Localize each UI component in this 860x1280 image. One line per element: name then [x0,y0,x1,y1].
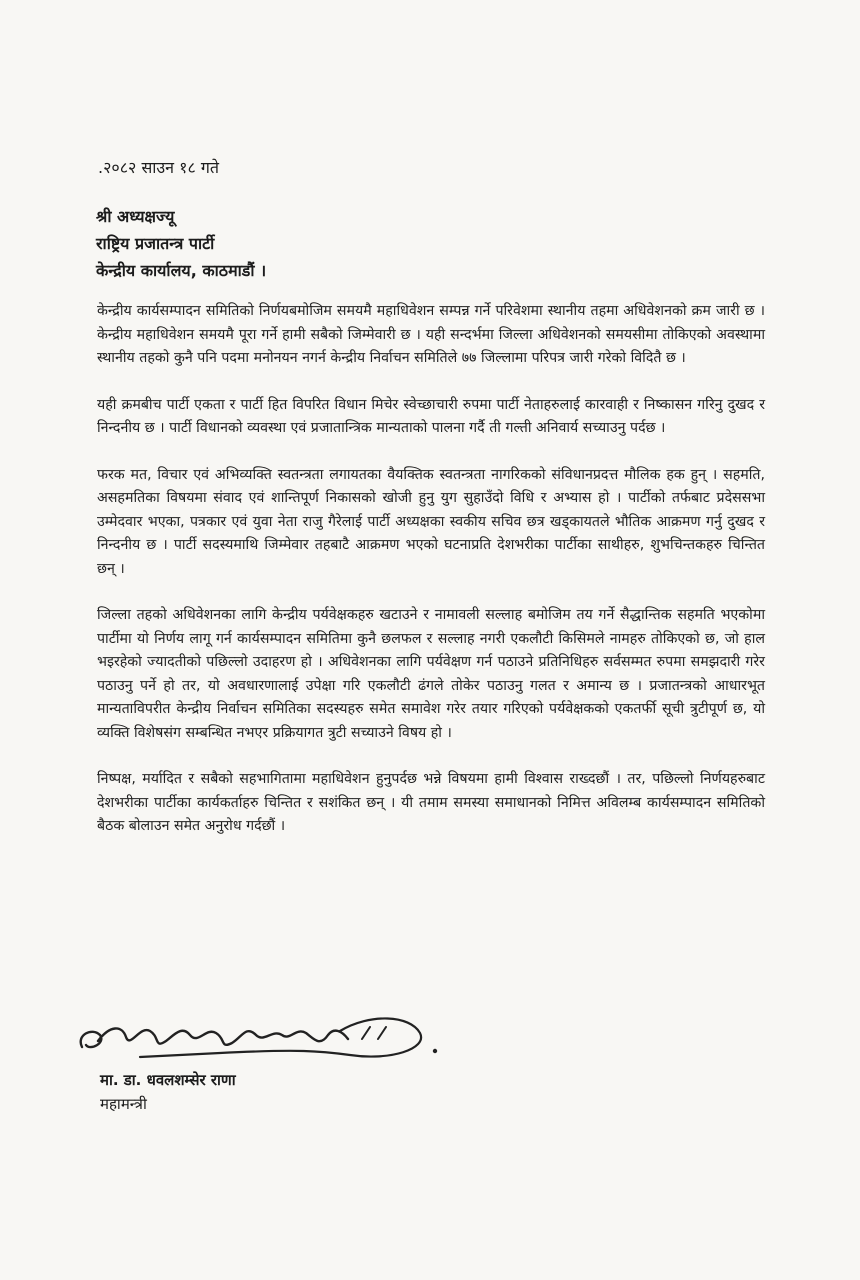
paragraph-2: यही क्रमबीच पार्टी एकता र पार्टी हित विपरित विधान मिचेर स्वेच्छाचारी रुपमा पार्टी नेताहरुलाई कारवाही र निष्कासन गरिनु दुखद र निन्दनीय छ । पार्टी विधानको व्यवस्था एवं प्रजातान्त्रिक मान्यताको पालना गर्दै ती गल्ती अनिवार्य सच्याउनु पर्दछ । [97,396,765,436]
recipient-line-2: राष्ट्रिय प्रजातन्त्र पार्टी [96,234,215,253]
handwritten-signature [70,1005,470,1075]
signer-name: मा. डा. धवलशम्सेर राणा [100,1071,236,1089]
signer-block [100,1068,236,1116]
signer-title: महामन्त्री [100,1095,147,1113]
paragraph-4: जिल्ला तहको अधिवेशनका लागि केन्द्रीय पर्यवेक्षकहरु खटाउने र नामावली सल्लाह बमोजिम तय गर्ने सैद्धान्तिक सहमति भएकोमा पार्टीमा यो निर्णय लागू गर्न कार्यसम्पादन समितिमा कुनै छलफल र सल्लाह नगरी एकलौटी किसिमले नामहरु तोकिएको छ, जो हाल भइरहेको ज्यादतीको पछिल्लो उदाहरण हो । अधिवेशनका लागि पर्यवेक्षण गर्न पठाउने प्रतिनिधिहरु सर्वसम्मत रुपमा समझदारी गरेर पठाउनु पर्ने हो तर, यो अवधारणालाई उपेक्षा गरि एकलौटी ढंगले तोकेर पठाउनु गलत र अमान्य छ । प्रजातन्त्रको आधारभूत मान्यताविपरीत केन्द्रीय निर्वाचन समितिका सदस्यहरु समेत समावेश गरेर तयार गरिएको पर्यवेक्षकको एकतर्फी सूची त्रुटीपूर्ण छ, यो व्यक्ति विशेषसंग सम्बन्धित नभएर प्रक्रियागत त्रुटी सच्याउने विषय हो । [97,607,765,741]
recipient-line-3: केन्द्रीय कार्यालय, काठमाडौं । [96,261,267,280]
paragraph-3: फरक मत, विचार एवं अभिव्यक्ति स्वतन्त्रता लगायतका वैयक्तिक स्वतन्त्रता नागरिकको संविधानप्रदत्त मौलिक हक हुन् । सहमति, असहमतिका विषयमा संवाद एवं शान्तिपूर्ण निकासको खोजी हुनु युग सुहाउँदो विधि र अभ्यास हो । पार्टीको तर्फबाट प्रदेससभा उम्मेदवार भएका, पत्रकार एवं युवा नेता राजु गैरेलाई पार्टी अध्यक्षका स्वकीय सचिव छत्र खड्कायतले भौतिक आक्रमण गर्नु दुखद र निन्दनीय छ । पार्टी सदस्यमाथि जिम्मेवार तहबाटै आक्रमण भएको घटनाप्रति देशभरीका पार्टीका साथीहरु, शुभचिन्तकहरु चिन्तित छन् । [97,466,765,577]
paragraph-5: निष्पक्ष, मर्यादित र सबैको सहभागितामा महाधिवेशन हुनुपर्दछ भन्ने विषयमा हामी विश्वास राख्दछौं । तर, पछिल्लो निर्णयहरुबाट देशभरीका पार्टीका कार्यकर्ताहरु चिन्तित र सशंकित छन् । यी तमाम समस्या समाधानको निमित्त अविलम्ब कार्यसम्पादन समितिको बैठक बोलाउन समेत अनुरोध गर्दछौं । [97,771,765,834]
recipient-line-1: श्री अध्यक्षज्यू [96,207,175,226]
paragraph-1: केन्द्रीय कार्यसम्पादन समितिको निर्णयबमोजिम समयमै महाधिवेशन सम्पन्न गर्ने परिवेशमा स्थानीय तहमा अधिवेशनको क्रम जारी छ । केन्द्रीय महाधिवेशन समयमै पूरा गर्ने हामी सबैको जिम्मेवारी छ । यही सन्दर्भमा जिल्ला अधिवेशनको समयसीमा तोकिएको अवस्थामा स्थानीय तहको कुनै पनि पदमा मनोनयन नगर्न केन्द्रीय निर्वाचन समितिले ७७ जिल्लामा परिपत्र जारी गरेको विदितै छ । [97,303,765,366]
recipient-address [96,203,266,284]
letter-date: .२०८२ साउन १८ गते [98,158,219,177]
letter-body [97,300,765,862]
